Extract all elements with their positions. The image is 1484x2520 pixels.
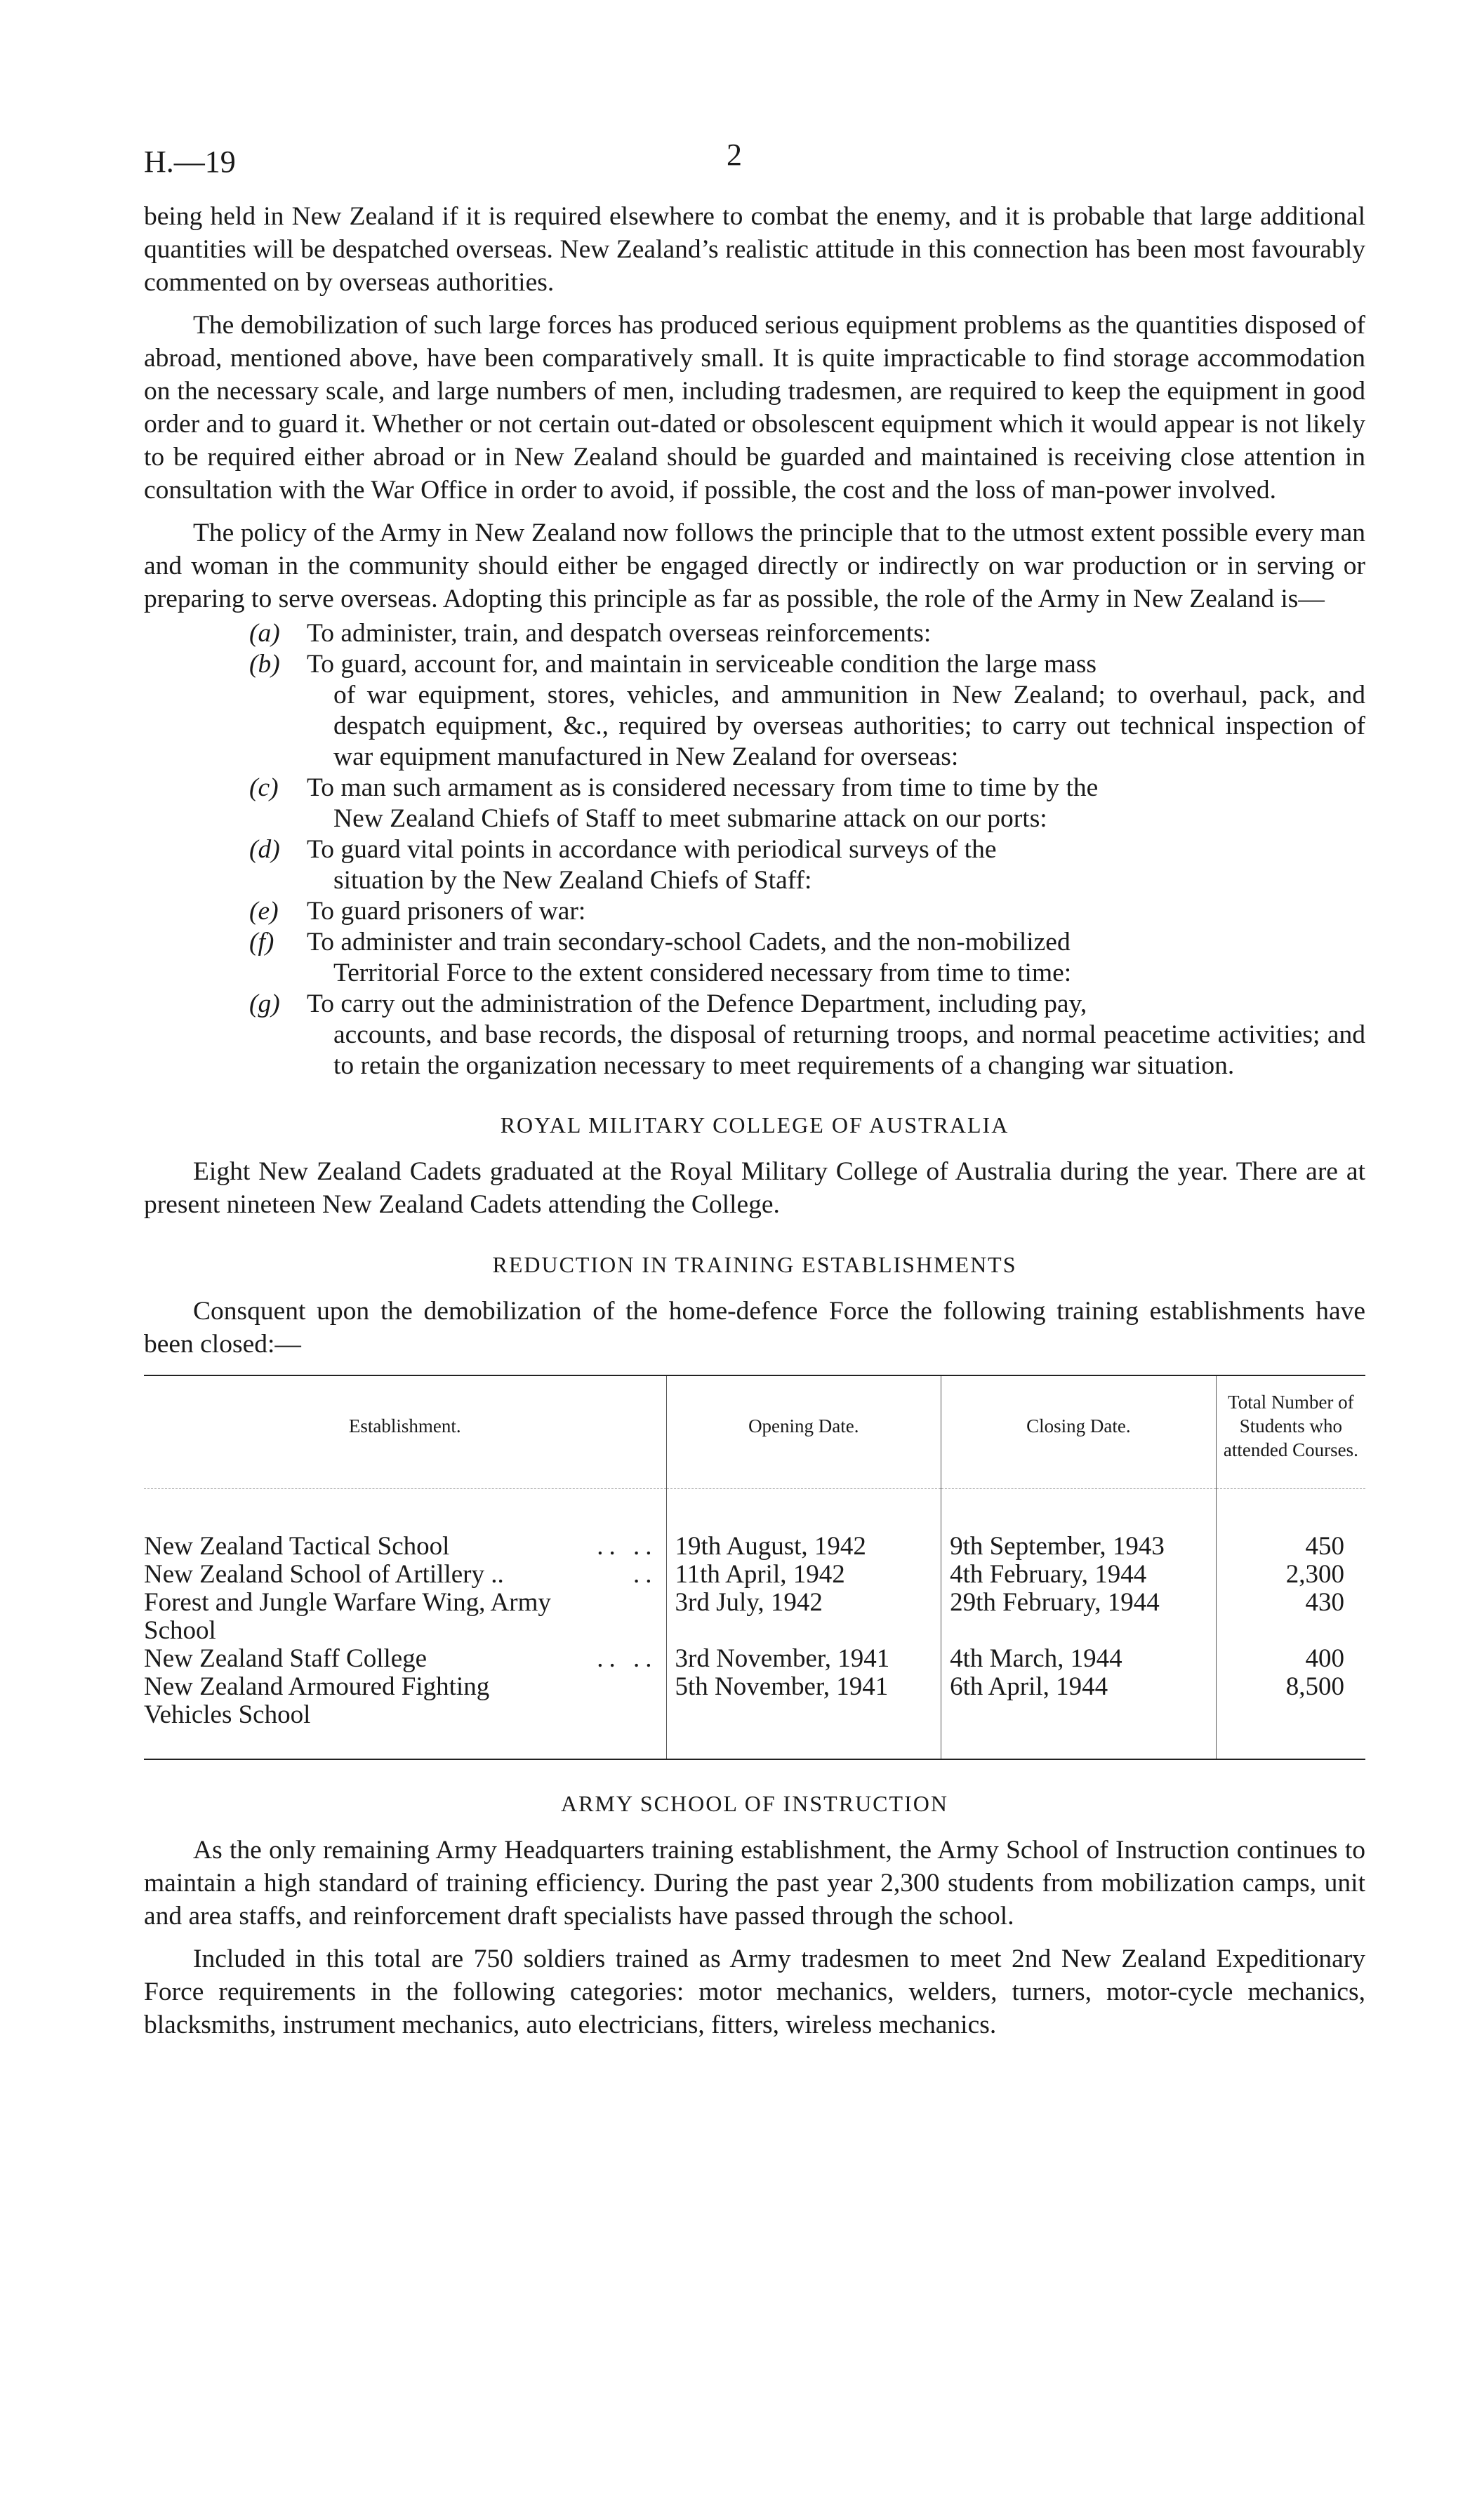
list-item-continuation: situation by the New Zealand Chiefs of Staff: (333, 866, 812, 895)
list-item-label: (d) (249, 835, 280, 864)
leader-dots: .. .. (597, 1532, 658, 1561)
heading-reduction-training: REDUCTION IN TRAINING ESTABLISHMENTS (492, 1252, 1017, 1277)
closing-date: 6th April, 1944 (941, 1673, 1217, 1759)
table-row (144, 1489, 1365, 1561)
closing-date: 9th September, 1943 (941, 1489, 1217, 1561)
list-item-continuation: New Zealand Chiefs of Staff to meet submarine attack on our ports: (333, 804, 1047, 833)
document-page (144, 137, 1365, 2051)
table-row (144, 1589, 1365, 1645)
paragraph-school-efficiency: As the only remaining Army Headquarters training establishment, the Army School of Instruction continues to maintain a high standard of training efficiency. During the past year 2,300 students from mobilization camps, unit and area staffs, and reinforcement draft specialists have passed through the school. (144, 1836, 1365, 1931)
opening-date: 3rd July, 1942 (666, 1589, 941, 1645)
paragraph-demobilization: The demobilization of such large forces has produced serious equipment problems as the quantities disposed of abroad, mentioned above, have been comparatively small. It is quite impracticable to find storage accommodation on the necessary scale, and large numbers of men, including tradesmen, are required to keep the equipment in good order and to guard it. Whether or not certain out-dated or obsolescent equipment which it would appear is not likely to be required either abroad or in New Zealand should be guarded and maintained is receiving close attention in consultation with the War Office in order to avoid, if possible, the cost and the loss of man-power involved. (144, 311, 1365, 505)
column-header-closing: Closing Date. (941, 1375, 1217, 1489)
opening-date: 5th November, 1941 (666, 1673, 941, 1759)
list-item (249, 773, 1365, 834)
list-item-label: (a) (249, 619, 280, 648)
list-item-continuation: of war equipment, stores, vehicles, and ammunition in New Zealand; to overhaul, pack, and despatch equipment, &c., required by overseas authorities; to carry out technical inspection of war equipment manufactured in New Zealand for overseas: (333, 681, 1365, 771)
closing-date: 29th February, 1944 (941, 1589, 1217, 1645)
establishment-name: New Zealand Staff College (144, 1644, 428, 1673)
heading-royal-military-college: ROYAL MILITARY COLLEGE OF AUSTRALIA (500, 1112, 1009, 1138)
table-row (144, 1561, 1365, 1589)
paragraph-continuation: being held in New Zealand if it is required elsewhere to combat the enemy, and it is probable that large additional quantities will be despatched overseas. New Zealand’s realistic attitude in this connection has been most favourably commented on by overseas authorities. (144, 202, 1365, 297)
establishment-name: New Zealand School of Artillery .. (144, 1560, 504, 1589)
establishment-name: New Zealand Armoured Fighting Vehicles School (144, 1672, 490, 1729)
list-item-label: (b) (249, 650, 280, 679)
list-item-label: (c) (249, 773, 279, 802)
paragraph-policy: The policy of the Army in New Zealand now follows the principle that to the utmost extent possible every man and woman in the community should either be engaged directly or indirectly on war production or in serving or preparing to serve overseas. Adopting this principle as far as possible, the role of the Army in New Zealand is— (144, 519, 1365, 613)
role-list (249, 618, 1365, 1081)
list-item-continuation: accounts, and base records, the disposal of returning troops, and normal peacetime activities; and to retain the organization necessary to meet requirements of a changing war situation. (333, 1020, 1365, 1080)
student-total: 400 (1216, 1645, 1365, 1673)
column-header-total: Total Number of Students who attended Courses. (1216, 1375, 1365, 1489)
column-header-opening: Opening Date. (666, 1375, 941, 1489)
paragraph-school-tradesmen: Included in this total are 750 soldiers trained as Army tradesmen to meet 2nd New Zealand Expeditionary Force requirements in the following categories: motor mechanics, welders, turners, motor-cycle mechanics, blacksmiths, instrument mechanics, auto electricians, fitters, wireless mechanics. (144, 1945, 1365, 2039)
page-number: 2 (727, 138, 742, 172)
list-item (249, 989, 1365, 1081)
paragraph-rmc: Eight New Zealand Cadets graduated at the Royal Military College of Australia during the year. There are at present nineteen New Zealand Cadets attending the College. (144, 1157, 1365, 1219)
list-item (249, 618, 1365, 649)
document-id: H.—19 (144, 145, 236, 179)
establishment-name: Forest and Jungle Warfare Wing, Army School (144, 1588, 551, 1645)
leader-dots (552, 1673, 658, 1729)
list-item-text: To guard prisoners of war: (307, 897, 586, 926)
list-item-text: To carry out the administration of the Defence Department, including pay, (307, 989, 1087, 1018)
page-header (144, 137, 1365, 200)
list-item (249, 896, 1365, 927)
opening-date: 11th April, 1942 (666, 1561, 941, 1589)
list-item-continuation: Territorial Force to the extent considered necessary from time to time: (333, 959, 1072, 987)
student-total: 450 (1216, 1489, 1365, 1561)
opening-date: 19th August, 1942 (666, 1489, 941, 1561)
list-item-label: (g) (249, 989, 280, 1018)
heading-army-school: ARMY SCHOOL OF INSTRUCTION (561, 1791, 948, 1816)
list-item-text: To guard vital points in accordance with periodical surveys of the (307, 835, 997, 864)
closing-date: 4th March, 1944 (941, 1645, 1217, 1673)
list-item (249, 834, 1365, 896)
student-total: 8,500 (1216, 1673, 1365, 1759)
establishment-name: New Zealand Tactical School (144, 1532, 450, 1561)
table-row (144, 1673, 1365, 1759)
table-header-row (144, 1375, 1365, 1489)
list-item (249, 927, 1365, 989)
table-row (144, 1645, 1365, 1673)
list-item-text: To man such armament as is considered necessary from time to time by the (307, 773, 1099, 802)
list-item (249, 649, 1365, 773)
list-item-text: To administer, train, and despatch overseas reinforcements: (307, 619, 932, 648)
student-total: 2,300 (1216, 1561, 1365, 1589)
column-header-establishment: Establishment. (144, 1375, 666, 1489)
list-item-label: (e) (249, 897, 279, 926)
closing-date: 4th February, 1944 (941, 1561, 1217, 1589)
student-total: 430 (1216, 1589, 1365, 1645)
establishments-table (144, 1375, 1365, 1760)
list-item-text: To guard, account for, and maintain in serviceable condition the large mass (307, 650, 1097, 679)
paragraph-reduction: Consquent upon the demobilization of the home-defence Force the following training establishments have been closed:— (144, 1297, 1365, 1359)
list-item-text: To administer and train secondary-school Cadets, and the non-mobilized (307, 928, 1071, 956)
list-item-label: (f) (249, 928, 274, 956)
opening-date: 3rd November, 1941 (666, 1645, 941, 1673)
leader-dots: .. (633, 1560, 658, 1589)
leader-dots: .. .. (597, 1644, 658, 1673)
leader-dots (552, 1589, 658, 1645)
